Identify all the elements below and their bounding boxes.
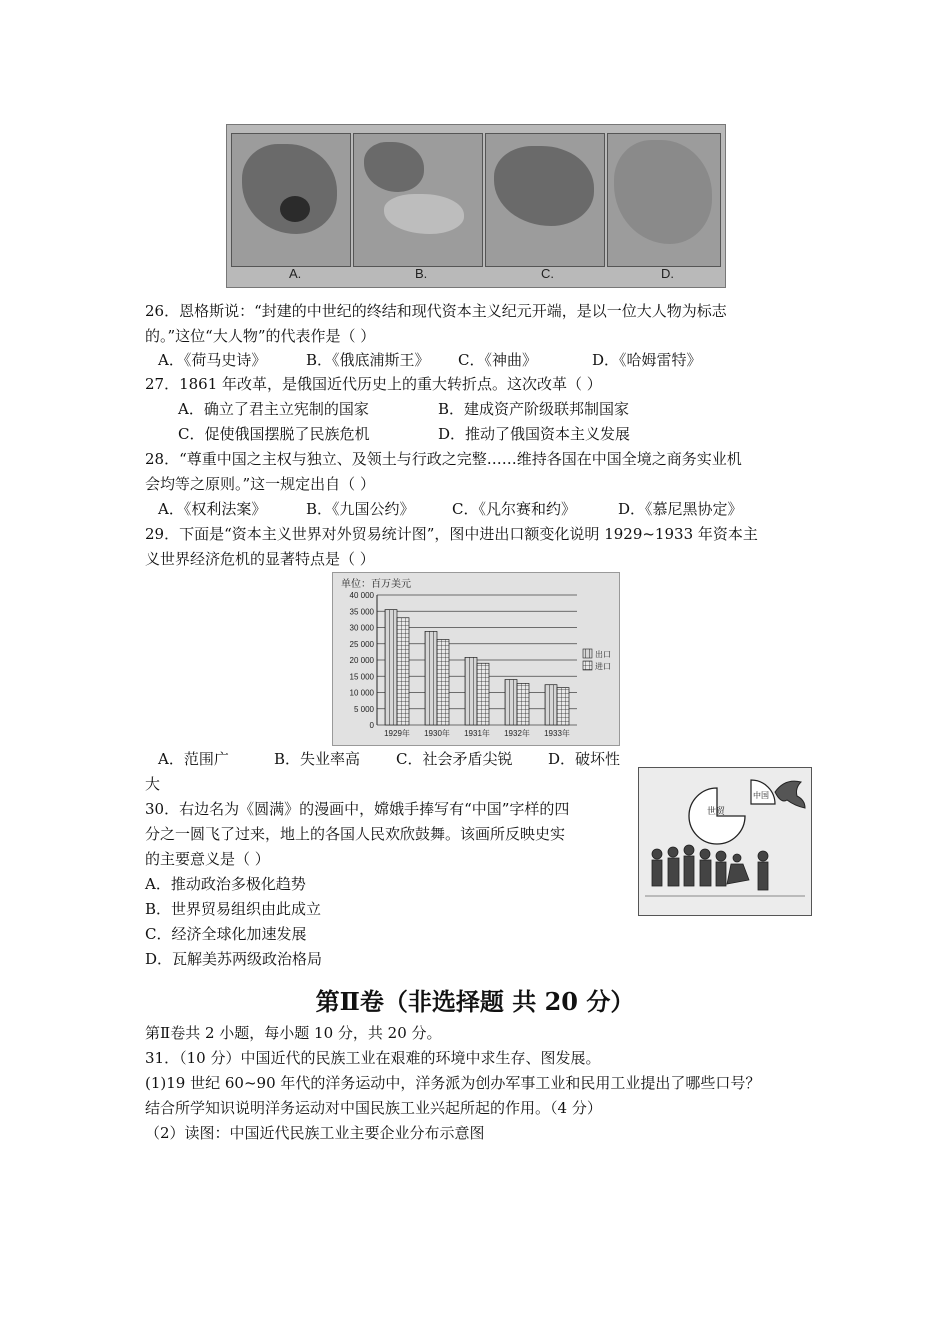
- chart-legend-swatch: [583, 649, 592, 658]
- chart-ytick-label: 10 000: [349, 688, 374, 698]
- map-panel-b: [353, 133, 483, 267]
- chart-xtick-label: 1933年: [544, 729, 570, 738]
- cartoon-drawing: [639, 768, 811, 915]
- q28-option-c[interactable]: C．《凡尔赛和约》: [452, 500, 576, 518]
- q27-option-d[interactable]: D．推动了俄国资本主义发展: [438, 425, 631, 443]
- q28-stem-line1: 28．“尊重中国之主权与独立、及领土与行政之完整……维持各国在中国全境之商务实业机: [145, 450, 742, 468]
- chart-xtick-label: 1929年: [384, 729, 410, 738]
- chart-bar: [397, 618, 409, 725]
- q26-option-a[interactable]: A．《荷马史诗》: [158, 351, 267, 369]
- q28-stem-line2: 会均等之原则。”这一规定出自（ ）: [145, 475, 375, 493]
- q26-stem-line2: 的。”这位“大人物”的代表作是（ ）: [145, 327, 376, 345]
- q30-stem-line3: 的主要意义是（ ）: [145, 850, 270, 868]
- q29-option-a[interactable]: A．范围广: [158, 750, 229, 768]
- map-label-b: B.: [415, 266, 428, 281]
- q30-stem-line1: 30．右边名为《圆满》的漫画中，嫦娥手捧写有“中国”字样的四: [145, 800, 570, 818]
- chart-bar: [465, 657, 477, 725]
- q27-options-row1: [178, 399, 629, 419]
- chart-xtick-label: 1932年: [504, 729, 530, 738]
- q26-option-b[interactable]: B．《俄底浦斯王》: [306, 351, 430, 369]
- cartoon-change-figure: [775, 781, 805, 808]
- map-label-d: D.: [661, 266, 674, 281]
- chart-xtick-label: 1930年: [424, 729, 450, 738]
- q31-part1-line2: 结合所学知识说明洋务运动对中国民族工业兴起所起的作用。（4 分）: [145, 1099, 602, 1117]
- chart-bar: [437, 640, 449, 725]
- historical-maps-figure: [226, 124, 726, 288]
- q27-options-row2: [178, 424, 630, 444]
- q28-option-d[interactable]: D．《慕尼黑协定》: [618, 500, 743, 518]
- chart-title: 单位：百万美元: [341, 579, 411, 590]
- cartoon-pie-text: 世贸: [707, 807, 726, 817]
- part2-intro: 第Ⅱ卷共 2 小题，每小题 10 分，共 20 分。: [145, 1024, 442, 1042]
- q30-option-d[interactable]: D．瓦解美苏两级政治格局: [145, 950, 323, 968]
- cartoon-piece-text: 中国: [753, 791, 769, 800]
- chart-ytick-label: 0: [369, 721, 374, 730]
- chart-ytick-label: 5 000: [353, 704, 374, 714]
- q29-option-c[interactable]: C．社会矛盾尖锐: [396, 750, 513, 768]
- q30-option-b[interactable]: B．世界贸易组织由此成立: [145, 900, 322, 918]
- q27-option-b[interactable]: B．建成资产阶级联邦制国家: [438, 400, 630, 418]
- map-label-c: C.: [541, 266, 554, 281]
- cartoon-yuanman: [638, 767, 812, 916]
- chart-bar: [425, 631, 437, 725]
- chart-legend-swatch: [583, 661, 592, 670]
- q29-option-b[interactable]: B．失业率高: [274, 750, 361, 768]
- q27-option-c[interactable]: C．促使俄国摆脱了民族危机: [178, 425, 370, 443]
- q28-option-b[interactable]: B．《九国公约》: [306, 500, 415, 518]
- chart-ytick-label: 20 000: [349, 656, 374, 665]
- q29-stem-line1: 29．下面是“资本主义世界对外贸易统计图”，图中进出口额变化说明 1929~1933 年资本主: [145, 525, 758, 543]
- map-panel-d: [607, 133, 721, 267]
- q30-option-a[interactable]: A．推动政治多极化趋势: [145, 875, 306, 893]
- map-panel-c: [485, 133, 605, 267]
- chart-bar: [545, 685, 557, 725]
- chart-legend-label: 出口: [595, 650, 611, 659]
- part2-title: 第Ⅱ卷（非选择题 共 20 分）: [315, 987, 635, 1016]
- chart-ytick-label: 25 000: [349, 639, 374, 649]
- chart-legend-label: 进口: [595, 662, 611, 671]
- q28-option-a[interactable]: A．《权利法案》: [158, 500, 267, 518]
- chart-bar: [517, 683, 529, 725]
- q30-option-c[interactable]: C．经济全球化加速发展: [145, 925, 307, 943]
- map-label-a: A.: [289, 266, 302, 281]
- chart-svg: [333, 573, 619, 745]
- q27-stem: 27．1861 年改革，是俄国近代历史上的重大转折点。这次改革（ ）: [145, 375, 602, 393]
- q29-stem-line2: 义世界经济危机的显著特点是（ ）: [145, 550, 375, 568]
- chart-bar: [477, 663, 489, 725]
- chart-bar: [385, 610, 397, 725]
- q31-part1-line1: (1)19 世纪 60~90 年代的洋务运动中，洋务派为创办军事工业和民用工业提出了哪些口号？: [145, 1074, 761, 1092]
- q26-option-c[interactable]: C．《神曲》: [458, 351, 537, 369]
- q26-options: [158, 350, 702, 370]
- q29-option-d-wrap: 大: [145, 775, 161, 793]
- chart-xtick-label: 1931年: [464, 729, 490, 738]
- trade-bar-chart: [332, 572, 620, 746]
- map-panel-a: [231, 133, 351, 267]
- chart-bar: [505, 680, 517, 726]
- q27-option-a[interactable]: A．确立了君主立宪制的国家: [178, 400, 369, 418]
- q31-stem: 31．（10 分）中国近代的民族工业在艰难的环境中求生存、图发展。: [145, 1049, 601, 1067]
- q28-options: [158, 499, 743, 519]
- chart-bar: [557, 688, 569, 725]
- q26-stem-line1: 26．恩格斯说：“封建的中世纪的终结和现代资本主义纪元开端，是以一位大人物为标志: [145, 302, 727, 320]
- chart-ytick-label: 35 000: [349, 607, 374, 617]
- cartoon-crowd: [652, 845, 768, 890]
- q26-option-d[interactable]: D．《哈姆雷特》: [592, 351, 702, 369]
- q30-stem-line2: 分之一圆飞了过来，地上的各国人民欢欣鼓舞。该画所反映史实: [145, 825, 566, 843]
- q29-option-d[interactable]: D．破坏性: [548, 750, 621, 768]
- chart-ytick-label: 30 000: [349, 623, 374, 633]
- q29-options: [158, 749, 620, 769]
- chart-ytick-label: 40 000: [349, 591, 374, 600]
- chart-ytick-label: 15 000: [349, 672, 374, 682]
- q31-part2: （2）读图：中国近代民族工业主要企业分布示意图: [145, 1124, 485, 1142]
